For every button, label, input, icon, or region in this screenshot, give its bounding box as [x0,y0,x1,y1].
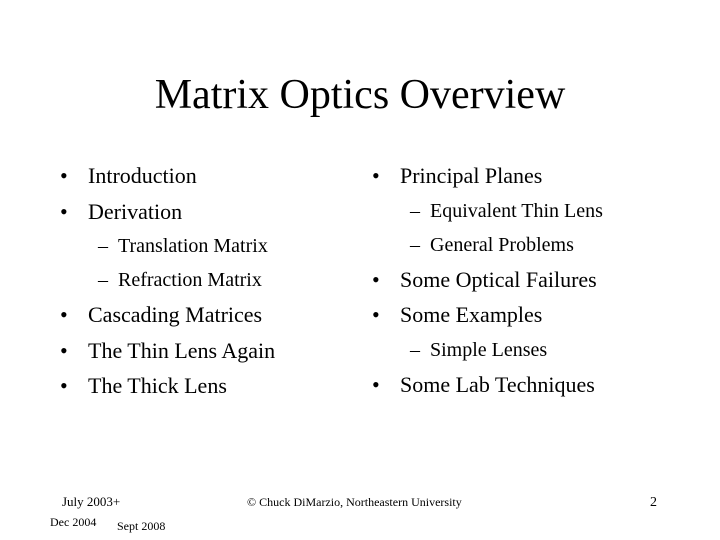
bullet-text: Derivation [88,198,183,224]
slide-title: Matrix Optics Overview [154,72,566,118]
bullet-text: Introduction [88,163,197,188]
dash-marker: – [98,235,108,257]
footer-date: Sept 2008 [117,519,166,533]
footer-copyright: © Chuck DiMarzio, Northeastern University [247,495,462,509]
bullet-text: Some Lab Techniques [400,371,595,397]
sub-bullet-text: General Problems [430,233,574,256]
bullet-item [60,333,360,369]
bullet-text: Some Optical Failures [400,266,597,292]
dash-marker: – [410,199,420,222]
bullet-text: The Thin Lens Again [88,337,276,363]
bullet-marker: • [60,373,68,398]
bullet-marker: • [372,302,380,327]
bullet-marker: • [372,266,380,292]
sub-bullet-item [372,194,712,228]
right-bullet-list [372,158,712,402]
bullet-item [60,194,360,230]
sub-bullet-item [372,333,712,367]
bullet-text: Principal Planes [400,163,543,188]
bullet-text: Cascading Matrices [88,302,263,327]
footer-date: July 2003+ [62,494,121,509]
sub-bullet-item [60,229,360,263]
sub-bullet-text: Translation Matrix [118,235,268,257]
bullet-item [60,297,360,333]
sub-bullet-text: Simple Lenses [430,338,548,361]
slide-page-number: 2 [650,495,657,510]
footer-date: Dec 2004 [50,515,97,529]
bullet-item [60,158,360,194]
bullet-marker: • [60,302,68,327]
sub-bullet-text: Refraction Matrix [118,269,262,291]
bullet-item [372,297,712,333]
bullet-marker: • [372,163,380,188]
bullet-item [60,368,360,404]
left-bullet-list [60,158,360,404]
bullet-marker: • [60,337,68,363]
bullet-marker: • [60,163,68,188]
dash-marker: – [410,233,420,256]
bullet-marker: • [60,198,68,224]
bullet-text: Some Examples [400,302,543,327]
bullet-item [372,367,712,403]
sub-bullet-text: Equivalent Thin Lens [430,199,603,222]
sub-bullet-item [60,263,360,297]
dash-marker: – [98,269,108,291]
bullet-item [372,262,712,298]
dash-marker: – [410,338,420,361]
bullet-item [372,158,712,194]
bullet-marker: • [372,371,380,397]
bullet-text: The Thick Lens [88,373,227,398]
sub-bullet-item [372,228,712,262]
